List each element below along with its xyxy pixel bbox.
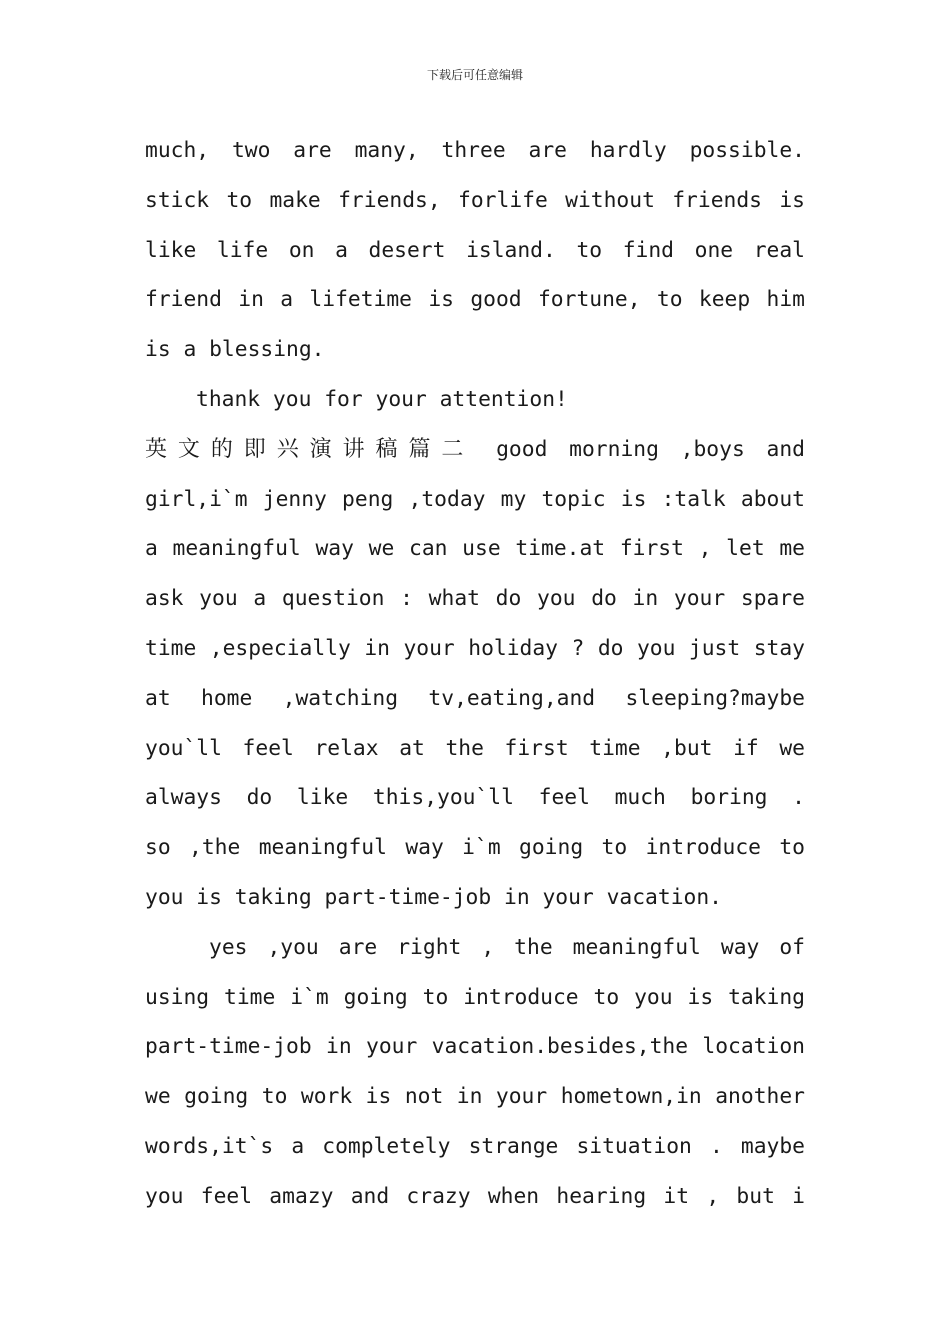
- text-line: friend in a lifetime is good fortune, to keep him: [145, 287, 805, 313]
- text-line: we going to work is not in your hometown,in another: [145, 1084, 805, 1110]
- text-line: like life on a desert island. to find one real: [145, 237, 805, 263]
- text-line: ask you a question : what do you do in your spare: [145, 586, 805, 612]
- text-line: part-time-job in your vacation.besides,the location: [145, 1034, 805, 1060]
- text-line: a meaningful way we can use time.at first , let me: [145, 536, 805, 562]
- text-line: so ,the meaningful way i`m going to introduce to: [145, 835, 805, 861]
- text-line: you`ll feel relax at the first time ,but if we: [145, 735, 805, 761]
- text-line: yes ,you are right , the meaningful way of: [209, 934, 805, 960]
- heading-line-text: good morning ,boys and: [496, 436, 805, 462]
- text-line: thank you for your attention!: [196, 386, 568, 412]
- text-line: using time i`m going to introduce to you is taking: [145, 984, 805, 1010]
- text-line: you is taking part-time-job in your vacation.: [145, 884, 722, 910]
- page-header: 下载后可任意编辑: [426, 68, 523, 82]
- text-line: stick to make friends, forlife without friends is: [145, 187, 805, 213]
- document-body: [145, 126, 805, 1222]
- section-heading: 英文的即兴演讲稿篇二: [145, 436, 475, 462]
- text-line: girl,i`m jenny peng ,today my topic is :talk about: [145, 486, 805, 512]
- text-line: at home ,watching tv,eating,and sleeping?maybe: [145, 685, 805, 711]
- text-line: is a blessing.: [145, 337, 325, 363]
- section-heading-line: [145, 425, 805, 475]
- text-line: much, two are many, three are hardly possible.: [145, 138, 805, 163]
- text-line: always do like this,you`ll feel much boring .: [145, 785, 805, 811]
- text-line: words,it`s a completely strange situation . maybe: [145, 1133, 805, 1159]
- text-line: you feel amazy and crazy when hearing it , but i: [145, 1183, 805, 1209]
- text-line: time ,especially in your holiday ? do you just stay: [145, 635, 805, 661]
